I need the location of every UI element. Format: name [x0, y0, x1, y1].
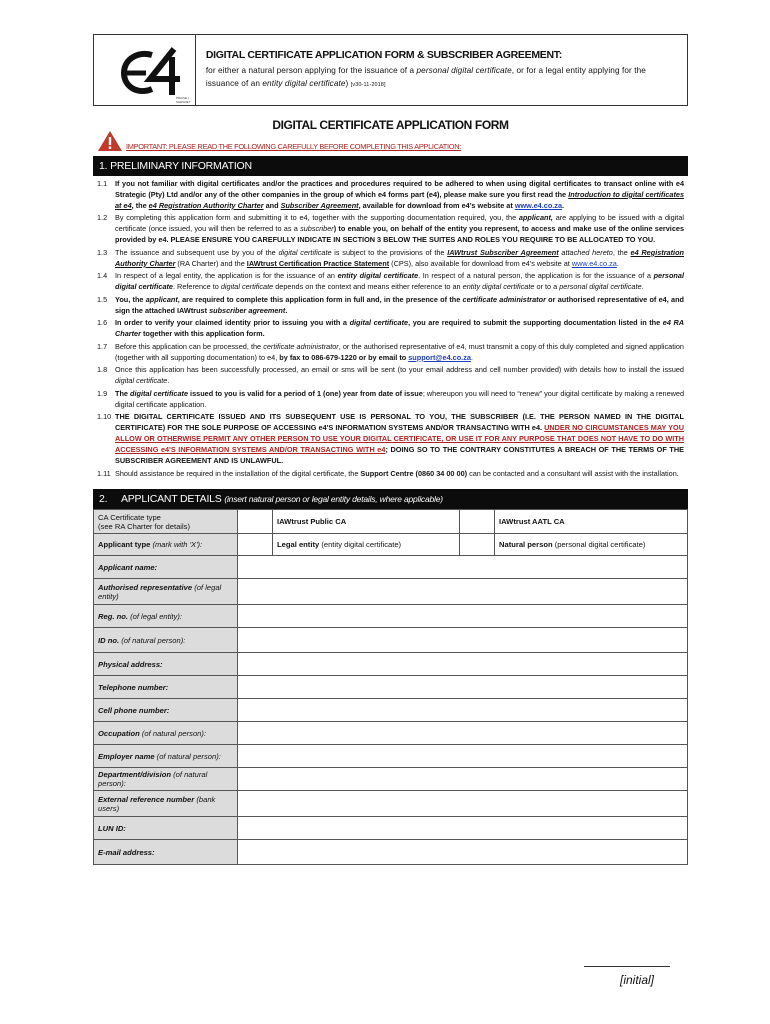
table-row	[94, 653, 688, 676]
field-label: Reg. no. (of legal entity):	[94, 605, 238, 628]
table-row	[94, 628, 688, 653]
field-input[interactable]	[238, 817, 688, 840]
warning-icon	[97, 130, 123, 152]
table-row	[94, 745, 688, 768]
list-item: 1.6 In order to verify your claimed identity prior to issuing you with a digital certificate, you are required to submit the supporting documentation listed in the e4 RA Charter together with this application form.	[97, 318, 685, 339]
list-item: 1.2 By completing this application form and submitting it to e4, together with the supporting documentation required, you, the applicant, are applying to be issued with a digital certificate (once issued, you will then be referred to as a subscriber) to enable you, on behalf of the entity you represent, to access and make use of the online services provided by e4. PLEASE ENSURE YOU CAREFULLY INDICATE IN SECTION 3 BELOW THE SUITES AND ROLES YOU REQUIRE TO BE ALLOCATED TO YOU.	[97, 213, 685, 245]
field-label: Cell phone number:	[94, 699, 238, 722]
field-input[interactable]	[238, 579, 688, 605]
section-1-header: 1. PRELIMINARY INFORMATION	[93, 156, 688, 176]
initial-field[interactable]: [initial]	[620, 973, 655, 987]
form-page	[93, 34, 688, 865]
field-input[interactable]	[238, 699, 688, 722]
ca-aatl-checkbox[interactable]	[460, 510, 495, 534]
table-row	[94, 676, 688, 699]
important-notice	[93, 134, 688, 156]
field-label: Employer name (of natural person):	[94, 745, 238, 768]
field-label: ID no. (of natural person):	[94, 628, 238, 653]
list-item: 1.4 In respect of a legal entity, the application is for the issuance of an entity digital certificate. In respect of a natural person, the application is for the issuance of a personal digital certificate. Reference to digital certificate depends on the context and means either reference to an entity digital certificate or to a personal digital certificate.	[97, 271, 684, 292]
field-input[interactable]	[238, 628, 688, 653]
e4-logo-icon	[116, 45, 206, 97]
field-label: External reference number (bank users)	[94, 791, 238, 817]
table-row	[94, 840, 688, 865]
natural-person-label: Natural person (personal digital certificate)	[495, 534, 688, 556]
preliminary-info-list	[93, 176, 688, 485]
table-row	[94, 722, 688, 745]
field-input[interactable]	[238, 791, 688, 817]
field-label: Authorised representative (of legal entity)	[94, 579, 238, 605]
field-label: E-mail address:	[94, 840, 238, 865]
form-title: DIGITAL CERTIFICATE APPLICATION FORM	[272, 118, 509, 132]
important-text: IMPORTANT: PLEASE READ THE FOLLOWING CAREFULLY BEFORE COMPLETING THIS APPLICATION:	[126, 142, 462, 151]
table-row	[94, 817, 688, 840]
field-label: Occupation (of natural person):	[94, 722, 238, 745]
field-input[interactable]	[238, 745, 688, 768]
table-row: Applicant type (mark with 'X'): Legal entity (entity digital certificate) Natural person (personal digital certificate)	[94, 534, 688, 556]
table-row	[94, 579, 688, 605]
ca-public-checkbox[interactable]	[238, 510, 273, 534]
field-label: Physical address:	[94, 653, 238, 676]
list-item: 1.11 Should assistance be required in the installation of the digital certificate, the Support Centre (0860 34 00 00) can be contacted and a consultant will assist with the installation.	[97, 468, 679, 478]
field-input[interactable]	[238, 676, 688, 699]
field-input[interactable]	[238, 722, 688, 745]
e4-website-link[interactable]: www.e4.co.za	[571, 258, 617, 268]
field-input[interactable]	[238, 840, 688, 865]
field-label: Department/division (of natural person):	[94, 768, 238, 791]
header-title: DIGITAL CERTIFICATE APPLICATION FORM & SUBSCRIBER AGREEMENT:	[205, 49, 562, 61]
list-item: 1.5 You, the applicant, are required to complete this application form in full and, in the presence of the certificate administrator or authorised representative of e4, and sign the attached IAWtrust subscriber agreement.	[97, 294, 684, 315]
logo-caption: PRAISE | SHEGRET	[176, 96, 191, 104]
legal-entity-checkbox[interactable]	[238, 534, 273, 556]
table-row	[94, 768, 688, 791]
natural-person-checkbox[interactable]	[460, 534, 495, 556]
initial-line	[584, 966, 670, 967]
field-input[interactable]	[238, 768, 688, 791]
list-item: 1.10 THE DIGITAL CERTIFICATE ISSUED AND ITS SUBSEQUENT USE IS PERSONAL TO YOU, THE SUBSCRIBER (I.E. THE PERSON NAMED IN THE DIGITAL CERTIFICATE) FOR THE SOLE PURPOSE OF ACCESSING e4'S INFORMATION SYSTEMS AND/OR TRANSACTING WITH e4. UNDER NO CIRCUMSTANCES MAY YOU ALLOW OR OTHERWISE PERMIT ANY OTHER PERSON TO USE YOUR DIGITAL CERTIFICATE, OR USE IT FOR ANY PURPOSE THAT DOES NOT HAVE TO DO WITH ACCESSING e4'S INFORMATION SYSTEMS AND/OR TRANSACTING WITH e4; DOING SO TO THE CONTRARY CONSTITUTES A BREACH OF THE TERMS OF THE SUBSCRIBER AGREEMENT AND IS UNLAWFUL.	[97, 412, 684, 465]
table-row: CA Certificate type (see RA Charter for details) IAWtrust Public CA IAWtrust AATL CA	[94, 510, 688, 534]
field-label: LUN ID:	[94, 817, 238, 840]
ca-aatl-label: IAWtrust AATL CA	[495, 510, 688, 534]
e4-logo	[94, 35, 196, 105]
list-item: 1.9 The digital certificate issued to you is valid for a period of 1 (one) year from date of issue; whereupon you will need to “renew” your digital certificate by making a renewed digital certificate application.	[97, 388, 685, 409]
field-input[interactable]	[238, 605, 688, 628]
list-item: 1.3 The issuance and subsequent use by you of the digital certificate is subject to the provisions of the IAWtrust Subscriber Agreement attached hereto, the e4 Registration Authority Charter (RA Charter) and the IAWtrust Certification Practice Statement (CPS), also available for download from e4's website at www.e4.co.za.	[97, 247, 684, 268]
field-input[interactable]	[238, 556, 688, 579]
e4-website-link[interactable]: www.e4.co.za	[514, 200, 563, 210]
support-email-link[interactable]: support@e4.co.za	[408, 352, 471, 362]
table-row	[94, 605, 688, 628]
legal-entity-label: Legal entity (entity digital certificate)	[273, 534, 460, 556]
table-row	[94, 791, 688, 817]
section-2-header: 2. APPLICANT DETAILS (insert natural person or legal entity details, where applicable)	[93, 489, 688, 509]
table-row	[94, 556, 688, 579]
field-label: Telephone number:	[94, 676, 238, 699]
version-label: [v30-11-2018]	[350, 82, 386, 88]
field-input[interactable]	[238, 653, 688, 676]
header-subtitle: for either a natural person applying for the issuance of a personal digital certificate, or for a legal entity applying for the issuance of an entity digital certificate) [v30-11-2018]	[205, 66, 646, 88]
list-item: 1.8 Once this application has been successfully processed, an email or sms will be sent (to your email address and cell number provided) with details how to install the issued digital certificate.	[97, 365, 684, 386]
form-header	[93, 34, 688, 106]
field-label: Applicant name:	[94, 556, 238, 579]
list-item: 1.7 Before this application can be processed, the certificate administrator, or the authorised representative of e4, must transmit a copy of this duly completed and signed application (together with all supporting documentation) to e4, by fax to 086-679-1220 or by email to support@e4.co.za.	[97, 341, 684, 362]
list-item: 1.1 If you not familiar with digital certificates and/or the practices and procedures required to be adhered to when using digital certificates to transact online with e4 Strategic (Pty) Ltd and/or any of the other companies in the group of which e4 forms part (e4), please make sure you first read the Introduction to digital certificates at e4, the e4 Registration Authority Charter and Subscriber Agreement, available for download from e4's website at www.e4.co.za.	[97, 179, 685, 210]
ca-public-label: IAWtrust Public CA	[273, 510, 460, 534]
applicant-details-table	[93, 509, 688, 865]
table-row	[94, 699, 688, 722]
